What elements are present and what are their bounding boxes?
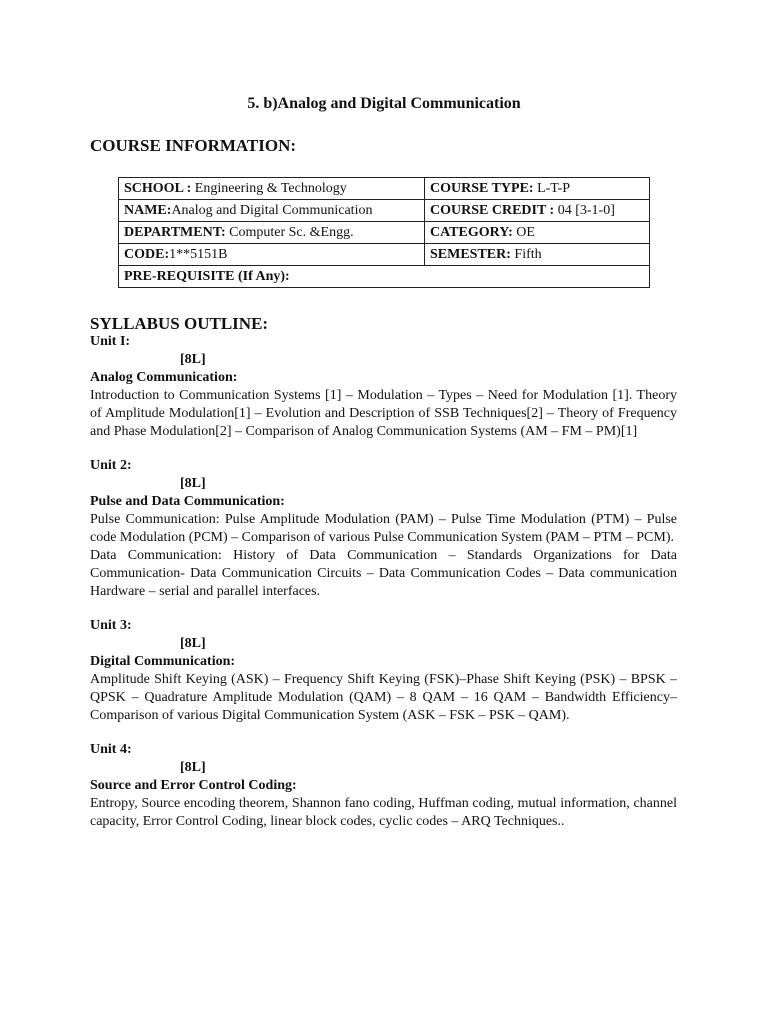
course-type-cell (425, 178, 650, 200)
unit-section (90, 617, 677, 725)
name-value: Analog and Digital Communication (171, 203, 373, 218)
unit-topic: Analog Communication: (90, 370, 238, 385)
code-label: CODE: (124, 247, 170, 262)
table-row (119, 244, 650, 266)
unit-section (90, 457, 677, 601)
department-value: Computer Sc. &Engg. (225, 225, 354, 240)
name-label: NAME: (124, 203, 172, 218)
prerequisite-label: PRE-REQUISITE (If Any): (124, 269, 290, 284)
unit-topic: Digital Communication: (90, 654, 236, 669)
course-credit-value: 04 [3-1-0] (554, 203, 615, 218)
table-row (119, 178, 650, 200)
name-cell (119, 200, 425, 222)
code-value: 1**5151B (169, 247, 228, 262)
table-row (119, 200, 650, 222)
school-label: SCHOOL : (124, 181, 192, 196)
unit-topic: Pulse and Data Communication: (90, 494, 285, 509)
unit-label: Unit 2: (90, 458, 132, 473)
school-cell (119, 178, 425, 200)
unit-hours: [8L] (180, 636, 206, 651)
course-credit-label: COURSE CREDIT : (430, 203, 555, 218)
unit-section (90, 741, 677, 831)
prerequisite-cell (119, 266, 650, 288)
code-cell (119, 244, 425, 266)
unit-label: Unit I: (90, 334, 131, 349)
table-row (119, 266, 650, 288)
unit-section (90, 333, 677, 441)
table-row (119, 222, 650, 244)
unit-description: Entropy, Source encoding theorem, Shannon fano coding, Huffman coding, mutual information, channel capacity, Error Control Coding, linear block codes, cyclic codes – ARQ Techniques.. (90, 796, 677, 829)
semester-cell (425, 244, 650, 266)
unit-description: Amplitude Shift Keying (ASK) – Frequency Shift Keying (FSK)–Phase Shift Keying (PSK) – BPSK – QPSK – Quadrature Amplitude Modulation (QAM) – 8 QAM – 16 QAM – Bandwidth Efficiency– Comparison of various Digital Communication System (ASK – FSK – PSK – QAM). (90, 672, 677, 723)
unit-label: Unit 3: (90, 618, 132, 633)
unit-hours: [8L] (180, 760, 206, 775)
unit-description: Introduction to Communication Systems [1] – Modulation – Types – Need for Modulation [1]. Theory of Amplitude Modulation[1] – Evolution and Description of SSB Techniques[2] – Theory of Frequency and Phase Modulation[2] – Comparison of Analog Communication Systems (AM – FM – PM)[1] (90, 388, 677, 439)
unit-description-pulse: Pulse Communication: Pulse Amplitude Modulation (PAM) – Pulse Time Modulation (PTM) – Pulse code Modulation (PCM) – Comparison of various Pulse Communication System (PAM – PTM – PCM). (90, 512, 677, 545)
department-label: DEPARTMENT: (124, 225, 226, 240)
course-information-table (118, 177, 650, 288)
school-value: Engineering & Technology (191, 181, 347, 196)
category-value: OE (512, 225, 535, 240)
semester-label: SEMESTER: (430, 247, 511, 262)
course-information-heading: COURSE INFORMATION: (90, 136, 297, 155)
syllabus-outline (90, 333, 677, 847)
course-type-value: L-T-P (533, 181, 571, 196)
unit-hours: [8L] (180, 352, 206, 367)
course-type-label: COURSE TYPE: (430, 181, 534, 196)
department-cell (119, 222, 425, 244)
category-label: CATEGORY: (430, 225, 513, 240)
unit-label: Unit 4: (90, 742, 132, 757)
unit-topic: Source and Error Control Coding: (90, 778, 297, 793)
semester-value: Fifth (510, 247, 542, 262)
unit-description-data: Data Communication: History of Data Communication – Standards Organizations for Data Communication- Data Communication Circuits – Data Communication Codes – Data communication Hardware – serial and parallel interfaces. (90, 548, 677, 599)
course-credit-cell (425, 200, 650, 222)
category-cell (425, 222, 650, 244)
syllabus-outline-heading: SYLLABUS OUTLINE: (90, 314, 269, 333)
document-title: 5. b)Analog and Digital Communication (247, 95, 521, 112)
unit-hours: [8L] (180, 476, 206, 491)
